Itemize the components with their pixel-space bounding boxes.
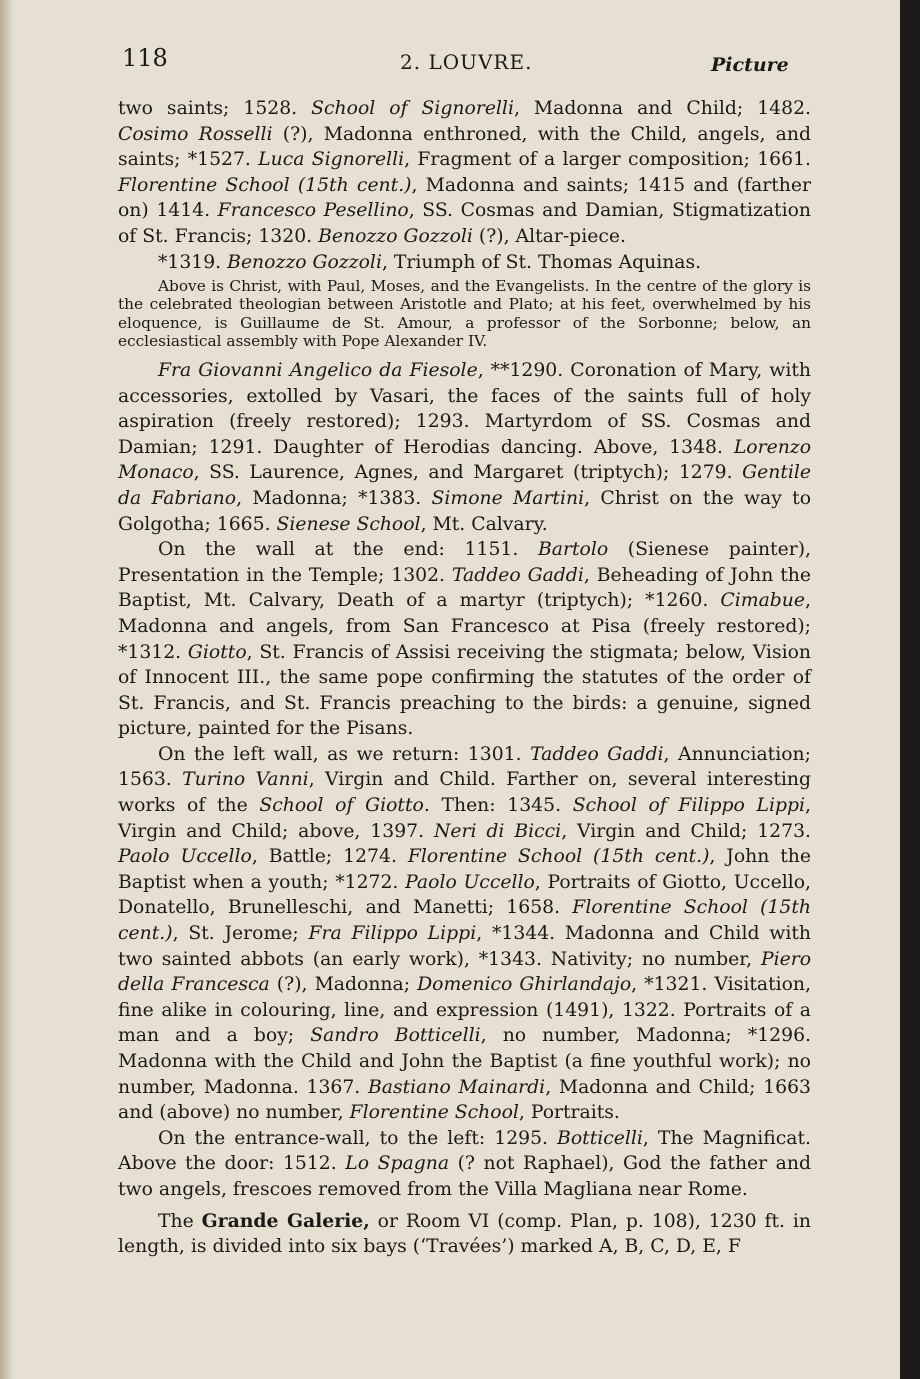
page-number: 118	[122, 44, 168, 72]
paragraph: *1319. Benozzo Gozzoli, Triumph of St. Thomas Aquinas.	[158, 251, 702, 273]
paragraph: On the entrance-wall, to the left: 1295. Botticelli, The Magnificat. Above the door: 1512. Lo Spagna (? not Raphael), God the father and two angels, frescoes removed from the Villa Magliana near Rome.	[118, 1127, 811, 1200]
paragraph: The Grande Galerie, or Room VI (comp. Plan, p. 108), 1230 ft. in length, is divided into six bays (‘Travées’) marked A, B, C, D, E, F	[118, 1209, 811, 1258]
paragraph: Fra Giovanni Angelico da Fiesole, **1290. Coronation of Mary, with accessories, extolled by Vasari, the faces of the saints full of holy aspiration (freely restored); 1293. Martyrdom of SS. Cosmas and Damian; 1291. Daughter of Herodias dancing. Above, 1348. Lorenzo Monaco, SS. Laurence, Agnes, and Margaret (triptych); 1279. Gentile da Fabriano, Madonna; *1383. Simone Martini, Christ on the way to Golgotha; 1665. Sienese School, Mt. Calvary.	[118, 359, 811, 535]
paragraph: two saints; 1528. School of Signorelli, Madonna and Child; 1482. Cosimo Rosselli (?), Madonna enthroned, with the Child, angels, and saints; *1527. Luca Signorelli, Fragment of a larger composition; 1661. Florentine School (15th cent.), Madonna and saints; 1415 and (farther on) 1414. Francesco Pesellino, SS. Cosmas and Damian, Stigmatization of St. Francis; 1320. Benozzo Gozzoli (?), Altar-piece.	[118, 98, 812, 247]
footnote-paragraph: Above is Christ, with Paul, Moses, and the Evangelists. In the centre of the glory is the celebrated theologian between Aristotle and Plato; at his feet, overwhelmed by his eloquence, is Guillaume de St. Amour, a professor of the Sorbonne; below, an ecclesiastical assembly with Pope Alexander IV.	[118, 277, 811, 350]
paragraph: On the wall at the end: 1151. Bartolo (Sienese painter), Presentation in the Temple; 1302. Taddeo Gaddi, Beheading of John the Baptist, Mt. Calvary, Death of a martyr (triptych); *1260. Cimabue, Madonna and angels, from San Francesco at Pisa (freely restored); *1312. Giotto, St. Francis of Assisi receiving the stigmata; below, Vision of Innocent III., the same pope confirming the statutes of the order of St. Francis, and St. Francis preaching to the birds: a genuine, signed picture, painted for the Pisans.	[118, 539, 811, 740]
binding-gutter	[0, 0, 14, 1379]
running-head: Picture	[711, 54, 789, 76]
paragraph: On the left wall, as we return: 1301. Taddeo Gaddi, Annunciation; 1563. Turino Vanni, Virgin and Child. Farther on, several interesting works of the School of Giotto. Then: 1345. School of Filippo Lippi, Virgin and Child; above, 1397. Neri di Bicci, Virgin and Child; 1273. Paolo Uccello, Battle; 1274. Florentine School (15th cent.), John the Baptist when a youth; *1272. Paolo Uccello, Portraits of Giotto, Uccello, Donatello, Brunelleschi, and Manetti; 1658. Florentine School (15th cent.), St. Jerome; Fra Filippo Lippi, *1344. Madonna and Child with two sainted abbots (an early work), *1343. Nativity; no number, Piero della Francesca (?), Madonna; Domenico Ghirlandajo, *1321. Visitation, fine alike in colouring, line, and expression (1491), 1322. Portraits of a man and a boy; Sandro Botticelli, no number, Madonna; *1296. Madonna with the Child and John the Baptist (a fine youthful work); no number, Madonna. 1367. Bastiano Mainardi, Madonna and Child; 1663 and (above) no number, Florentine School, Portraits.	[118, 743, 812, 1124]
page-header	[118, 40, 818, 80]
page-body	[118, 96, 811, 1260]
section-title: 2. LOUVRE.	[400, 50, 533, 74]
page-edge-shadow	[900, 0, 920, 1379]
